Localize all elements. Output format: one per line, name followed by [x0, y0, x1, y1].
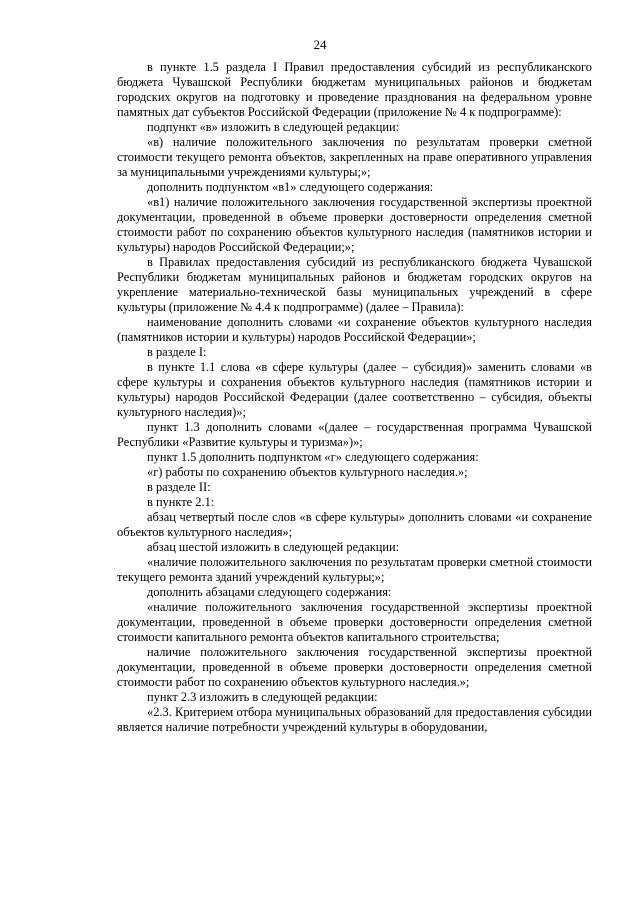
paragraph: наименование дополнить словами «и сохранение объектов культурного наследия (памятников истории и культуры) народов Российской Федерации»;: [117, 315, 592, 344]
paragraph: пункт 1.5 дополнить подпунктом «г» следующего содержания:: [147, 450, 479, 464]
paragraph: «наличие положительного заключения по результатам проверки сметной стоимости текущего ремонта зданий учреждений культуры;»;: [117, 555, 592, 584]
paragraph: в пункте 1.1 слова «в сфере культуры (далее – субсидия)» заменить словами «в сфере культуры и сохранения объектов культурного наследия (памятников истории и культуры) народов Российской Федерации (далее соответственно – субсидия, объекты культурного наследия)»;: [117, 360, 592, 419]
page-number: 24: [313, 37, 327, 52]
paragraph: подпункт «в» изложить в следующей редакции:: [147, 120, 400, 134]
paragraph: в пункте 2.1:: [147, 495, 215, 509]
paragraph: «в1) наличие положительного заключения государственной экспертизы проектной документации, проведенной в объеме проверки достоверности определения сметной стоимости работ по сохранению объектов культурного наследия (памятников истории и культуры) народов Российской Федерации;»;: [117, 195, 592, 254]
paragraph: наличие положительного заключения государственной экспертизы проектной документации, проведенной в объеме проверки достоверности определения сметной стоимости работ по сохранению объектов культурного наследия.»;: [117, 645, 592, 689]
paragraph: дополнить абзацами следующего содержания:: [147, 585, 392, 599]
paragraph: «г) работы по сохранению объектов культурного наследия.»;: [147, 465, 468, 479]
paragraph: «наличие положительного заключения государственной экспертизы проектной документации, проведенной в объеме проверки достоверности определения сметной стоимости капитального ремонта объектов капитального строительства;: [117, 600, 592, 644]
paragraph: абзац шестой изложить в следующей редакции:: [147, 540, 400, 554]
paragraph: в разделе I:: [147, 345, 207, 359]
paragraph: в Правилах предоставления субсидий из республиканского бюджета Чувашской Республики бюджетам муниципальных районов и бюджетам городских округов на укрепление материально-технической базы муниципальных учреждений в сфере культуры (приложение № 4.4 к подпрограмме) (далее – Правила):: [117, 255, 592, 314]
paragraph: «2.3. Критерием отбора муниципальных образований для предоставления субсидии является наличие потребности учреждений культуры в оборудовании,: [117, 705, 592, 734]
document-body: [117, 60, 592, 735]
paragraph: пункт 2.3 изложить в следующей редакции:: [147, 690, 378, 704]
paragraph: в разделе II:: [147, 480, 211, 494]
paragraph: в пункте 1.5 раздела I Правил предоставления субсидий из республиканского бюджета Чувашской Республики бюджетам муниципальных районов и бюджетам городских округов на подготовку и проведение празднования на федеральном уровне памятных дат субъектов Российской Федерации (приложение № 4 к подпрограмме):: [117, 60, 592, 119]
paragraph: пункт 1.3 дополнить словами «(далее – государственная программа Чувашской Республики «Развитие культуры и туризма»)»;: [117, 420, 592, 449]
paragraph: абзац четвертый после слов «в сфере культуры» дополнить словами «и сохранение объектов культурного наследия»;: [117, 510, 592, 539]
paragraph: «в) наличие положительного заключения по результатам проверки сметной стоимости текущего ремонта объектов, закрепленных на праве оперативного управления за муниципальными учреждениями культуры;»;: [117, 135, 592, 179]
paragraph: дополнить подпунктом «в1» следующего содержания:: [147, 180, 434, 194]
